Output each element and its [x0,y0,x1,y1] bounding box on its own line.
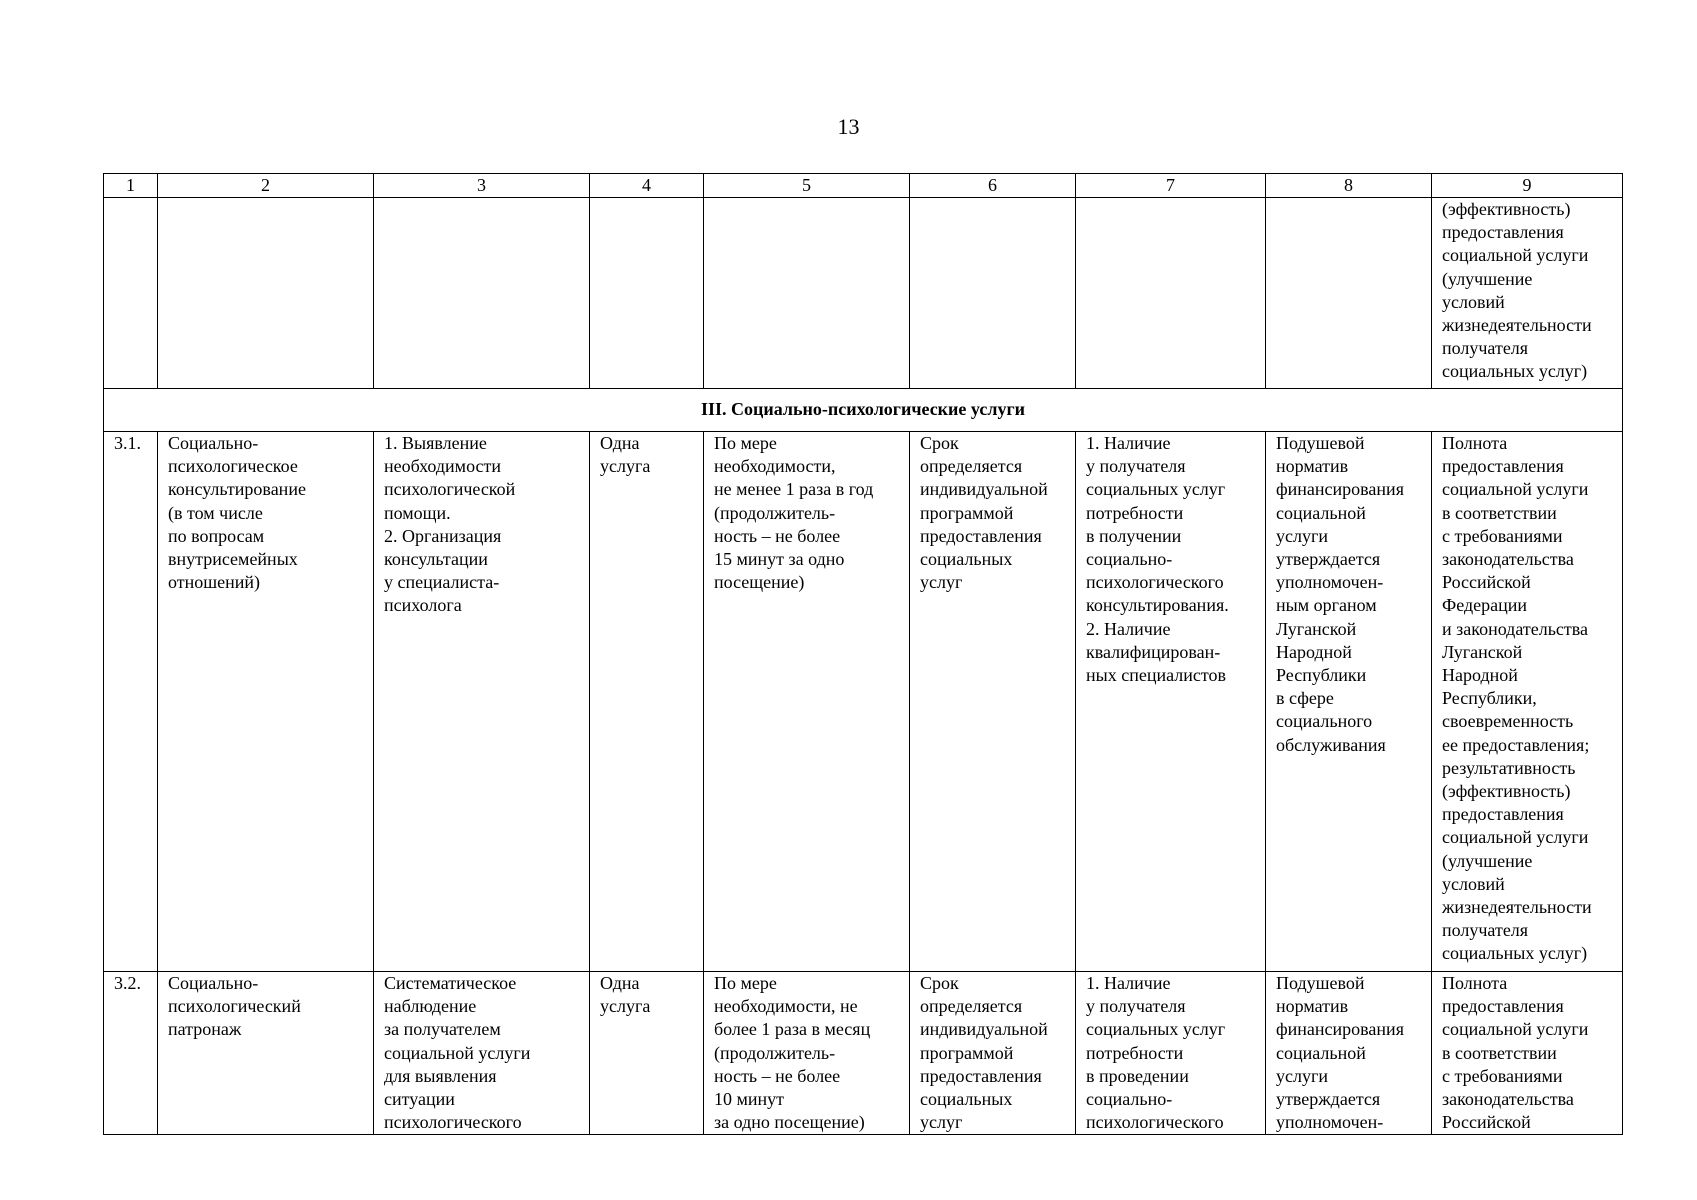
empty-cell [1266,198,1432,389]
service-conditions-cell: 1. Наличие у получателя социальных услуг потребности в получении социально- психологического консультирования. 2. Наличие квалифицирован- ных специалистов [1076,432,1266,972]
section-heading-row [104,389,1623,432]
service-frequency-cell: По мере необходимости, не более 1 раза в месяц (продолжитель- ность – не более 10 минут за одно посещение) [704,972,910,1135]
service-conditions-cell: 1. Наличие у получателя социальных услуг потребности в проведении социально- психологического [1076,972,1266,1135]
empty-cell [104,198,158,389]
column-header: 1 [104,174,158,198]
services-table [103,173,1623,1135]
column-header: 5 [704,174,910,198]
section-title: III. Социально-психологические услуги [104,389,1623,432]
service-frequency-cell: По мере необходимости, не менее 1 раза в год (продолжитель- ность – не более 15 минут за одно посещение) [704,432,910,972]
service-name-cell: Социально- психологическое консультирование (в том числе по вопросам внутрисемейных отношений) [158,432,374,972]
column-header: 8 [1266,174,1432,198]
table-row [104,972,1623,1135]
quality-criteria-cell: (эффективность) предоставления социальной услуги (улучшение условий жизнедеятельности получателя социальных услуг) [1432,198,1623,389]
column-number-row [104,174,1623,198]
continuation-row [104,198,1623,389]
service-description-cell: Систематическое наблюдение за получателем социальной услуги для выявления ситуации психологического [374,972,590,1135]
column-header: 6 [910,174,1076,198]
service-financing-cell: Подушевой норматив финансирования социальной услуги утверждается уполномочен- [1266,972,1432,1135]
row-number: 3.2. [104,972,158,1135]
quality-criteria-cell: Полнота предоставления социальной услуги в соответствии с требованиями законодательства Российской Федерации и законодательства Луганской Народной Республики, своевременность ее предоставления; результативность (эффективность) предоставления социальной услуги (улучшение условий жизнедеятельности получателя социальных услуг) [1432,432,1623,972]
column-header: 7 [1076,174,1266,198]
service-unit-cell: Одна услуга [590,432,704,972]
empty-cell [590,198,704,389]
service-financing-cell: Подушевой норматив финансирования социальной услуги утверждается уполномочен- ным органом Луганской Народной Республики в сфере социального обслуживания [1266,432,1432,972]
service-name-cell: Социально- психологический патронаж [158,972,374,1135]
empty-cell [910,198,1076,389]
column-header: 2 [158,174,374,198]
service-unit-cell: Одна услуга [590,972,704,1135]
service-description-cell: 1. Выявление необходимости психологической помощи. 2. Организация консультации у специалиста- психолога [374,432,590,972]
service-term-cell: Срок определяется индивидуальной программой предоставления социальных услуг [910,972,1076,1135]
service-term-cell: Срок определяется индивидуальной программой предоставления социальных услуг [910,432,1076,972]
row-number: 3.1. [104,432,158,972]
page-number: 13 [837,114,860,139]
empty-cell [374,198,590,389]
column-header: 3 [374,174,590,198]
quality-criteria-cell: Полнота предоставления социальной услуги в соответствии с требованиями законодательства Российской [1432,972,1623,1135]
column-header: 4 [590,174,704,198]
empty-cell [158,198,374,389]
empty-cell [1076,198,1266,389]
empty-cell [704,198,910,389]
table-row [104,432,1623,972]
column-header: 9 [1432,174,1623,198]
